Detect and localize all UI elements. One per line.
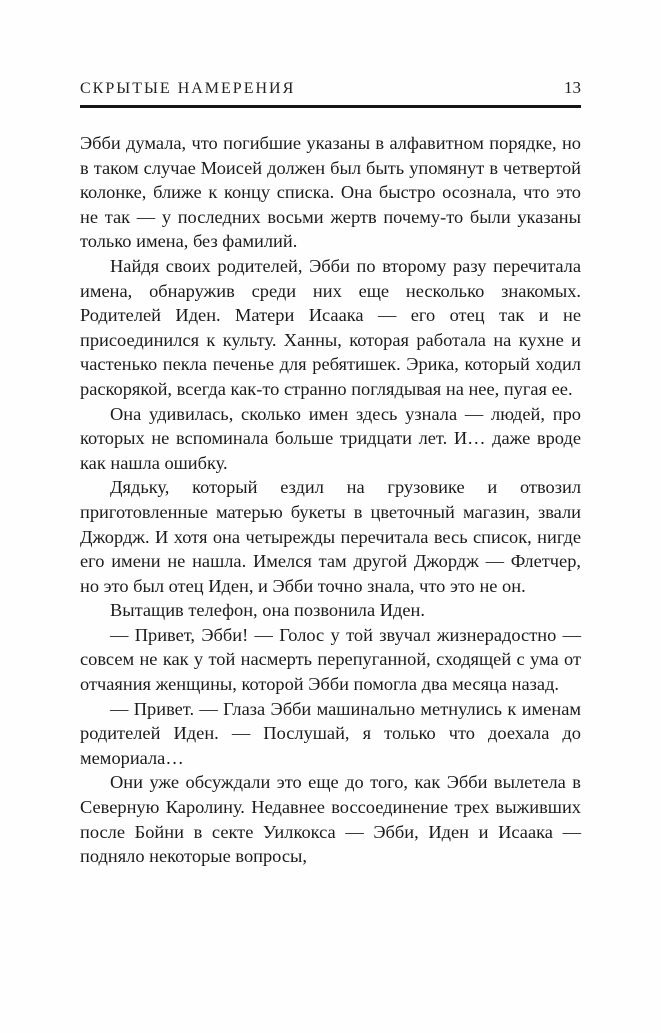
page-body-text (80, 131, 581, 869)
chapter-title: СКРЫТЫЕ НАМЕРЕНИЯ (80, 80, 296, 97)
page-number: 13 (564, 78, 581, 97)
paragraph-dialogue: — Привет, Эбби! — Голос у той звучал жизнерадостно — совсем не как у той насмерть перепуганной, сходящей с ума от отчаяния женщины, которой Эбби помогла два месяца назад. (80, 624, 581, 695)
paragraph-dialogue: — Привет. — Глаза Эбби машинально метнулись к именам родителей Иден. — Послушай, я только что доехала до мемориала… (80, 698, 581, 768)
paragraph: Она удивилась, сколько имен здесь узнала — людей, про которых не вспоминала больше тридцати лет. И… даже вроде как нашла ошибку. (80, 403, 581, 473)
running-header (80, 78, 581, 98)
paragraph: Эбби думала, что погибшие указаны в алфавитном порядке, но в таком случае Моисей должен был быть упомянут в четвертой колонке, ближе к концу списка. Она быстро осознала, что это не так — у последних восьми жертв почему-то были указаны только имена, без фамилий. (80, 133, 581, 252)
paragraph: Вытащив телефон, она позвонила Иден. (110, 600, 425, 621)
paragraph: Найдя своих родителей, Эбби по второму разу перечитала имена, обнаружив среди них еще несколько знакомых. Родителей Иден. Матери Исаака — его отец так и не присоединился к культу. Ханны, которая работала на кухне и частенько пекла печенье для ребятишек. Эрика, который ходил раскорякой, всегда как-то странно поглядывая на нее, пугая ее. (80, 255, 581, 399)
paragraph: Дядьку, который ездил на грузовике и отвозил приготовленные матерью букеты в цветочный магазин, звали Джордж. И хотя она четырежды перечитала весь список, нигде его имени не нашла. Имелся там другой Джордж — Флетчер, но это был отец Иден, и Эбби точно знала, что это не он. (80, 477, 581, 596)
paragraph: Они уже обсуждали это еще до того, как Эбби вылетела в Северную Каролину. Недавнее воссоединение трех выживших после Бойни в секте Уилкокса — Эбби, Иден и Исаака — подняло некоторые вопросы, (80, 772, 581, 867)
header-rule-divider (80, 105, 581, 108)
